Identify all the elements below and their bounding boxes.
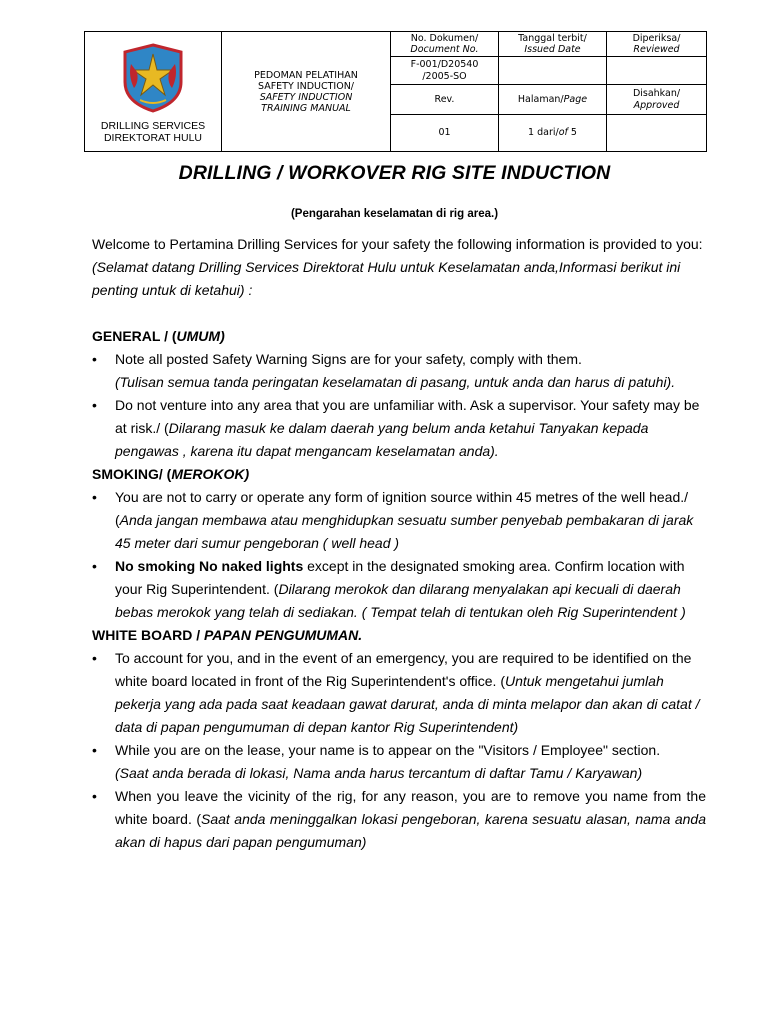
reviewed-label: Diperiksa/: [632, 32, 681, 44]
section-general-heading: [92, 325, 706, 348]
manual-line-3: SAFETY INDUCTION: [259, 91, 353, 103]
document-header-table: [84, 31, 707, 152]
whiteboard-b2-en: While you are on the lease, your name is to appear on the "Visitors / Employee" section.: [115, 742, 661, 758]
manual-title-cell: [222, 32, 391, 152]
smoking-b2-en: except in the designated smoking area. Confirm location with your Rig Superintendent. (: [115, 558, 685, 597]
whiteboard-b1-id: Untuk mengetahui jumlah pekerja yang ada pada saat keadaan gawat darurat, anda di minta melapor dan akan di catat / data di papan pengumuman di depan kantor Rig Superintendent): [115, 673, 700, 735]
approved-value-cell: [607, 115, 707, 152]
list-item: [92, 555, 706, 624]
page-value-b: 5: [567, 127, 577, 139]
whiteboard-heading-a: WHITE BOARD /: [92, 627, 204, 643]
smoking-b2-bold: No smoking No naked lights: [115, 558, 304, 574]
smoking-b1-id: Anda jangan membawa atau menghidupkan sesuatu sumber penyebab pembakaran di jarak 45 meter dari sumur pengeboran ( well head ): [115, 512, 694, 551]
approved-label-cell: [607, 85, 707, 115]
page-label-en: Page: [563, 93, 588, 105]
general-b1-en: Note all posted Safety Warning Signs are for your safety, comply with them.: [115, 351, 582, 367]
logo-cell: [85, 32, 222, 152]
list-item: [92, 785, 706, 854]
section-smoking-heading: [92, 463, 706, 486]
general-b1-id: (Tulisan semua tanda peringatan keselamatan di pasang, untuk anda dan harus di patuhi).: [115, 374, 676, 390]
manual-line-4: TRAINING MANUAL: [261, 102, 351, 114]
intro-en: Welcome to Pertamina Drilling Services for your safety the following information is provided to you:: [92, 236, 703, 252]
page-value-a: 1 dari/: [528, 127, 559, 139]
company-logo-icon: [120, 42, 186, 114]
section-whiteboard-heading: [92, 624, 706, 647]
whiteboard-b1-en: To account for you, and in the event of an emergency, you are required to be identified on the white board located in front of the Rig Superintendent's office. (: [115, 650, 692, 689]
general-b2-en: Do not venture into any area that you are unfamiliar with. Ask a supervisor. Your safety may be at risk./ (: [115, 397, 700, 436]
bullet-icon: •: [92, 742, 97, 758]
reviewed-value-cell: [607, 57, 707, 85]
bullet-icon: •: [92, 397, 97, 413]
approved-label-en: Approved: [633, 99, 680, 111]
smoking-heading-a: SMOKING/ (: [92, 466, 172, 482]
rev-label: Rev.: [434, 93, 455, 105]
page-label-cell: [499, 85, 607, 115]
smoking-heading-b: MEROKOK): [171, 466, 250, 482]
page-label: Halaman/: [517, 93, 564, 105]
doc-no-label-en: Document No.: [410, 44, 479, 55]
bullet-icon: •: [92, 558, 97, 574]
general-heading-b: UMUM): [176, 328, 225, 344]
document-body: [92, 233, 706, 854]
issued-label-en: Issued Date: [524, 44, 581, 55]
org-line-2: DIREKTORAT HULU: [103, 131, 202, 144]
whiteboard-b2-id: (Saat anda berada di lokasi, Nama anda harus tercantum di daftar Tamu / Karyawan): [115, 765, 643, 781]
general-heading-a: GENERAL / (: [92, 328, 177, 344]
doc-no-label-cell: [391, 32, 499, 57]
page-subtitle: (Pengarahan keselamatan di rig area.): [290, 208, 499, 220]
bullet-icon: •: [92, 650, 97, 666]
rev-label-cell: [391, 85, 499, 115]
issued-label-cell: [499, 32, 607, 57]
whiteboard-b3-id: Saat anda meninggalkan lokasi pengeboran, karena sesuatu alasan, nama anda akan di hapus dari papan pengumuman): [115, 811, 706, 850]
approved-label: Disahkan/: [632, 88, 681, 99]
page-value-of: of: [558, 127, 568, 139]
page-title: DRILLING / WORKOVER RIG SITE INDUCTION: [178, 162, 611, 184]
bullet-icon: •: [92, 489, 97, 505]
intro-id: (Selamat datang Drilling Services Direktorat Hulu untuk Keselamatan anda,Informasi berikut ini penting untuk di ketahui) :: [92, 259, 681, 298]
list-item: [92, 739, 706, 785]
issued-value-cell: [499, 57, 607, 85]
doc-no-value-cell: [391, 57, 499, 85]
issued-label: Tanggal terbit/: [518, 32, 587, 44]
smoking-b2-id: Dilarang merokok dan dilarang menyalakan api kecuali di daerah bebas merokok yang telah di sediakan. ( Tempat telah di tentukan oleh Rig Superintendent ): [115, 581, 686, 620]
org-line-1: DRILLING SERVICES: [100, 119, 206, 132]
reviewed-label-en: Reviewed: [633, 44, 680, 55]
manual-line-2: SAFETY INDUCTION/: [258, 80, 354, 92]
org-name: [101, 120, 205, 144]
reviewed-label-cell: [607, 32, 707, 57]
whiteboard-b3-en: When you leave the vicinity of the rig, for any reason, you are to remove you name from the white board. (: [115, 788, 706, 827]
manual-line-1: PEDOMAN PELATIHAN: [254, 69, 358, 81]
whiteboard-heading-b: PAPAN PENGUMUMAN.: [204, 627, 363, 643]
list-item: [92, 394, 706, 463]
list-item: [92, 348, 706, 394]
rev-value: 01: [438, 127, 451, 139]
list-item: [92, 647, 706, 739]
rev-value-cell: [391, 115, 499, 152]
bullet-icon: •: [92, 788, 97, 804]
page-value-cell: [499, 115, 607, 152]
doc-no-value-2: /2005-SO: [422, 70, 467, 82]
general-b2-id: Dilarang masuk ke dalam daerah yang belum anda ketahui Tanyakan kepada pengawas , karena itu dapat mengancam keselamatan anda).: [115, 420, 649, 459]
list-item: [92, 486, 706, 555]
bullet-icon: •: [92, 351, 97, 367]
doc-no-label: No. Dokumen/: [410, 32, 479, 44]
smoking-b1-en: You are not to carry or operate any form of ignition source within 45 metres of the well head./ (: [115, 489, 689, 528]
doc-no-value-1: F-001/D20540: [410, 59, 479, 70]
